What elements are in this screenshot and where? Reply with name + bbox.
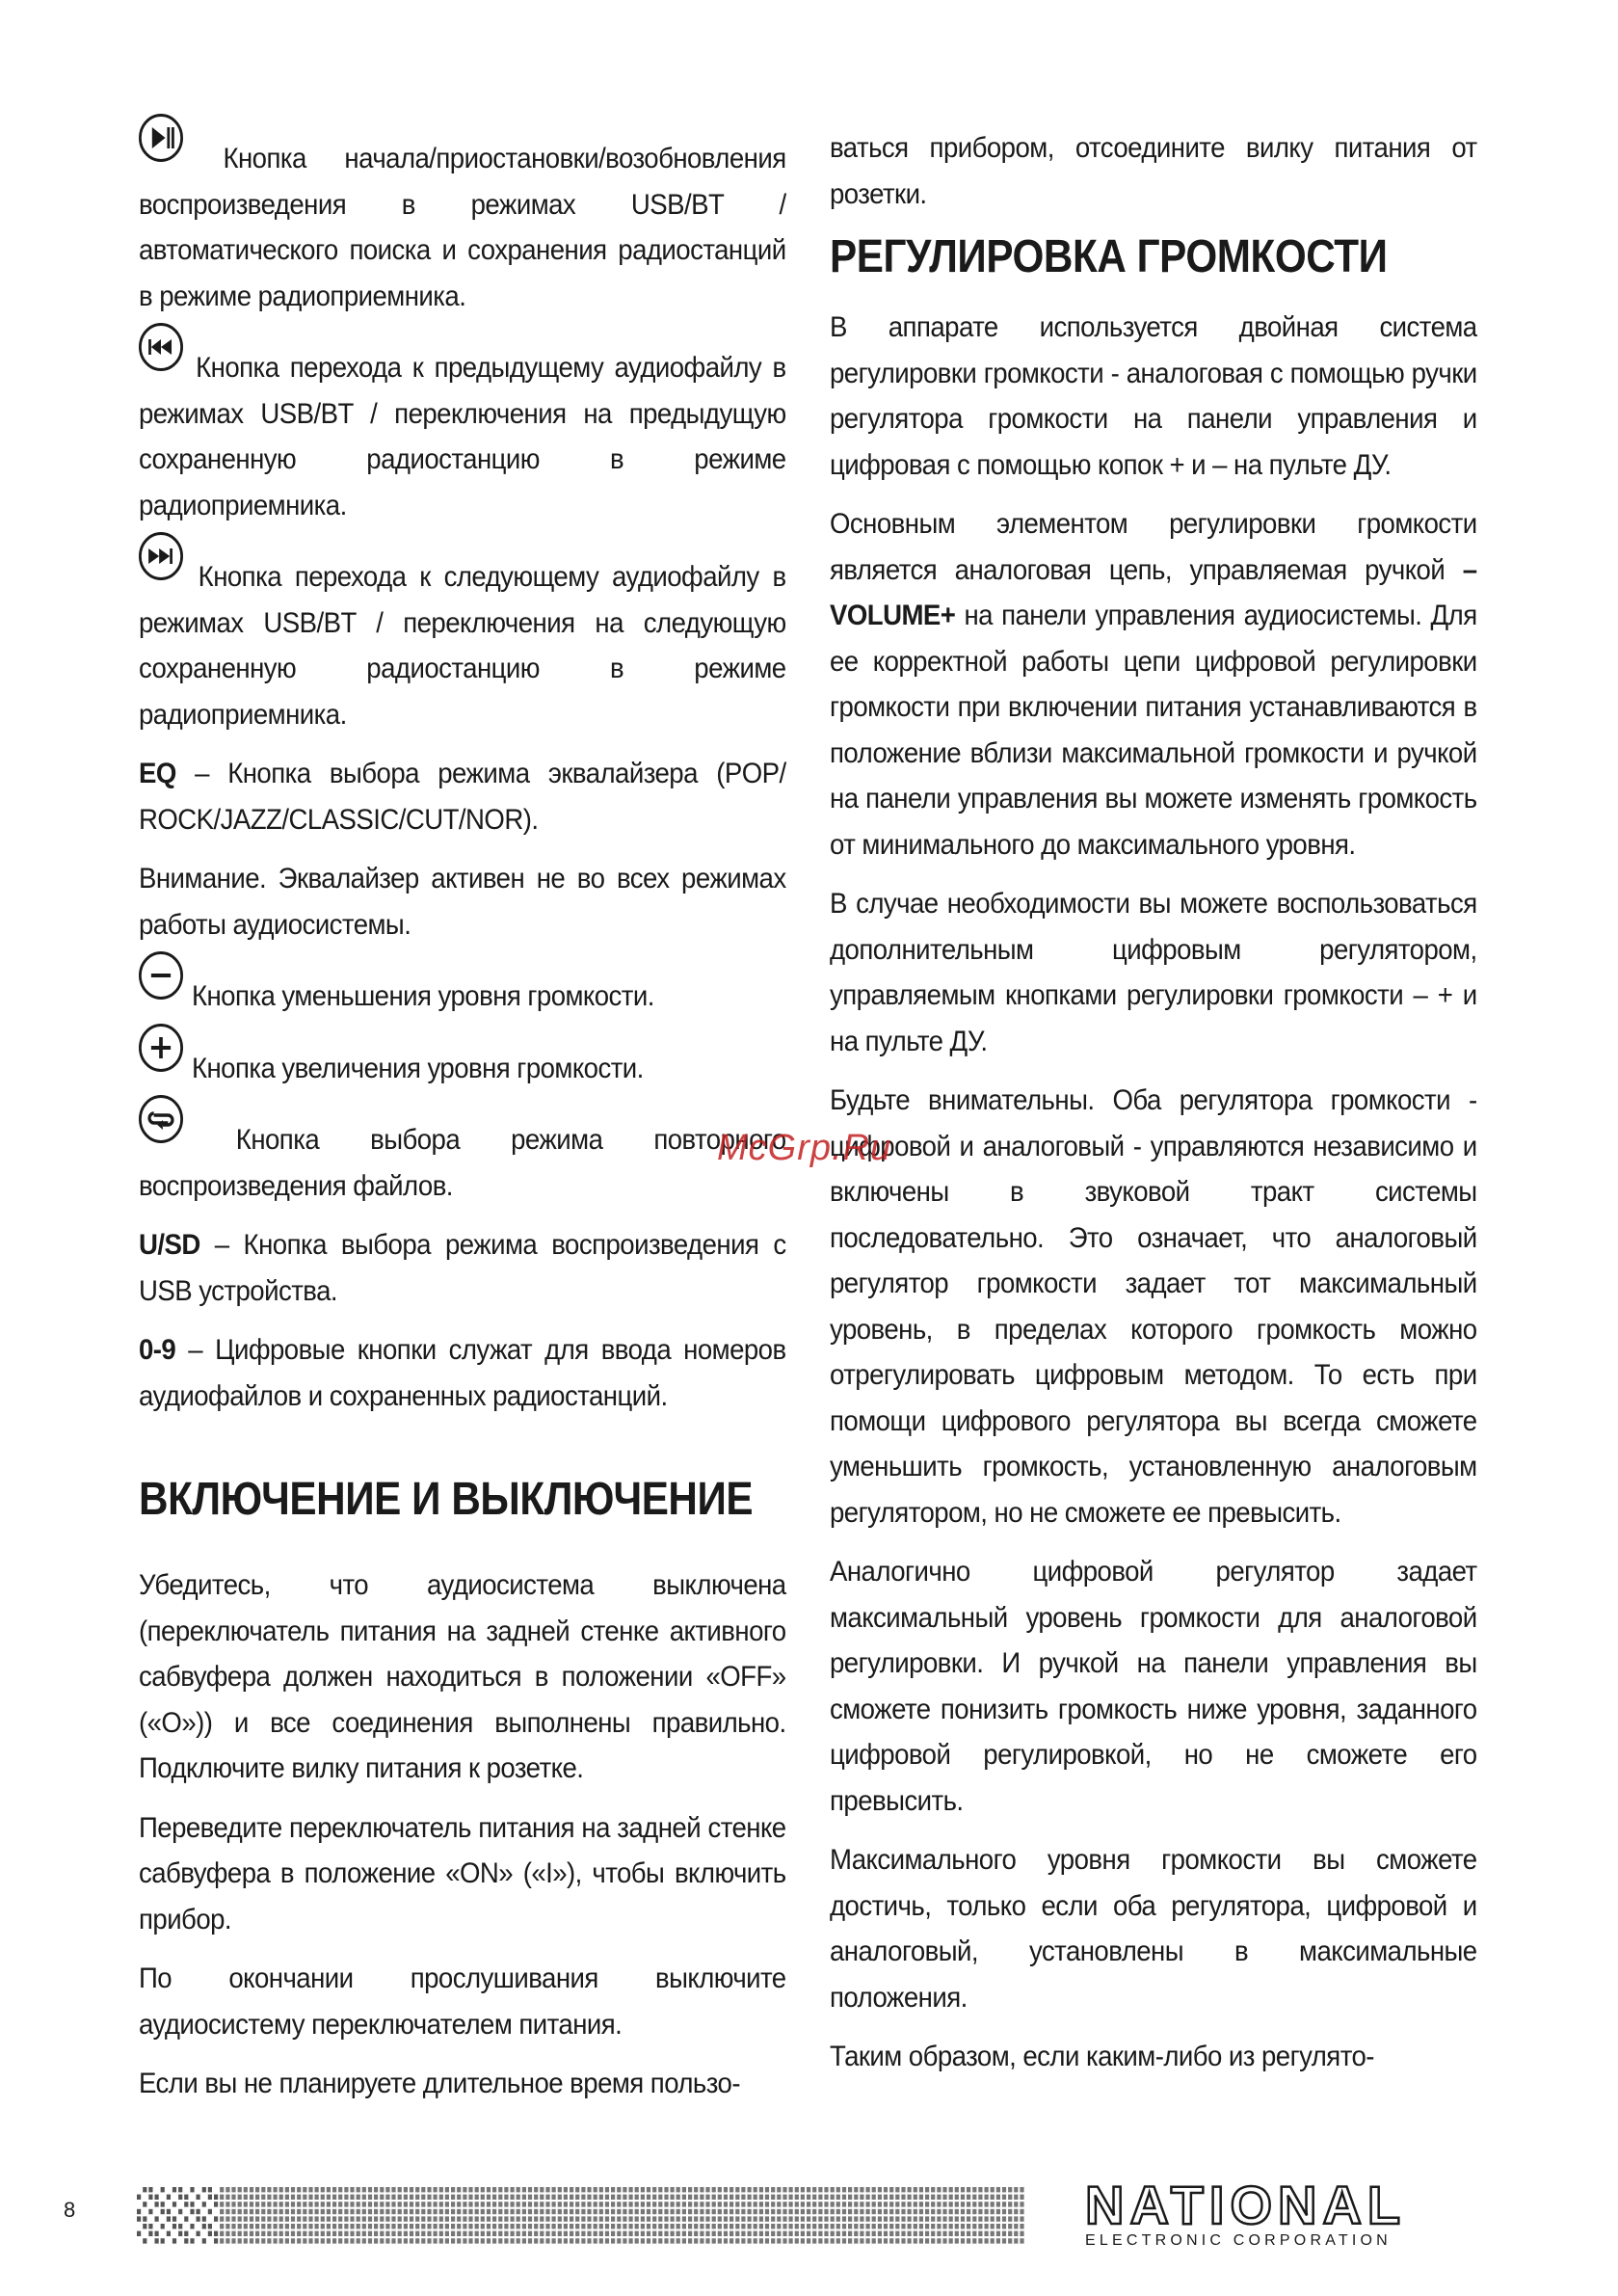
watermark: McGrp.Ru [717,1128,892,1168]
minus-paragraph: Кнопка уменьшения уровня громкости. [139,961,786,1020]
next-track-icon [139,532,183,580]
volume-paragraph-2: Основным элементом регулировки громкости является аналоговая цепь, управляемая ручкой –VOLUME+ на панели управления аудиосистемы. Для ее корректной работы цепи цифровой регулировки громкости при включении питания устанавливаются в положение вблизи максимальной громкости и ручкой на панели управления вы можете изменять громкость от минимального до максимального уровня. [830,508,1477,861]
right-column [830,125,1477,2094]
brand-logo [1085,2175,1478,2249]
power-paragraph-2: Переведите переключатель питания на задней стенке сабвуфера в положение «ON» («I»), чтобы включить прибор. [139,1811,786,1936]
volume-paragraph-5: Аналогично цифровой регулятор задает максимальный уровень громкости для аналоговой регулировки. И ручкой на панели управления вы сможете понизить громкость ниже уровня, заданного цифровой регулировкой, но не сможете его превысить. [830,1556,1477,1817]
volume-heading: РЕГУЛИРОВКА ГРОМКОСТИ [830,231,1388,282]
plus-paragraph: Кнопка увеличения уровня громкости. [139,1033,786,1092]
previous-track-icon [139,323,183,371]
power-paragraph-3: По окончании прослушивания выключите аудиосистему переключателем питания. [139,1962,786,2041]
left-column [139,123,786,2121]
digits-paragraph: 0-9 – Цифровые кнопки служат для ввода номеров аудиофайлов и сохраненных радиостанций. [139,1334,786,1412]
volume-paragraph-3: В случае необходимости вы можете воспользоваться дополнительным цифровым регулятором, управляемым кнопками регулировки громкости – + и на пульте ДУ. [830,888,1477,1057]
page-number: 8 [64,2198,76,2222]
plus-icon [139,1024,183,1072]
play-pause-icon [139,114,183,162]
minus-icon [139,951,183,1000]
power-paragraph-4: Если вы не планируете длительное время пользо- [139,2068,740,2099]
volume-paragraph-1: В аппарате используется двойная система регулировки громкости - аналоговая с помощью ручки регулятора громкости на панели управления и цифровая с помощью копок + и – на пульте ДУ. [830,311,1477,481]
eq-paragraph: EQ – Кнопка выбора режима эквалайзера (POP/ ROCK/JAZZ/CLASSIC/CUT/NOR). [139,758,786,836]
brand-name: NATIONAL [1085,2175,1407,2235]
repeat-paragraph: Кнопка выбора режима повторного воспроизведения файлов. [139,1105,786,1209]
continuation-paragraph: ваться прибором, отсоедините вилку питания от розетки. [830,132,1477,210]
repeat-icon [139,1095,183,1143]
power-paragraph-1: Убедитесь, что аудиосистема выключена (переключатель питания на задней стенке активного сабвуфера должен находиться в положении «OFF» («O»)) и все соединения выполнены правильно. Подключите вилку питания к розетке. [139,1569,786,1784]
volume-paragraph-6: Максимального уровня громкости вы сможете достичь, только если оба регулятора, цифровой и аналоговый, установлены в максимальные положения. [830,1844,1477,2014]
usd-paragraph: U/SD – Кнопка выбора режима воспроизведения с USB устройства. [139,1229,786,1307]
previous-paragraph: Кнопка перехода к предыдущему аудиофайлу в режимах USB/BT / переключения на предыдущую сохраненную радиостанцию в режиме радиоприемника. [139,333,786,528]
volume-paragraph-4: Будьте внимательны. Оба регулятора громкости - цифровой и аналоговый - управляются независимо и включены в звуковой тракт системы последовательно. Это означает, что аналоговый регулятор громкости задает тот максимальный уровень, в пределах которого громкость можно отрегулировать цифровым методом. То есть при помощи цифрового регулятора вы всегда сможете уменьшить громкость, установленную аналоговым регулятором, но не сможете ее превысить. [830,1084,1477,1529]
power-heading: ВКЛЮЧЕНИЕ И ВЫКЛЮЧЕНИЕ [139,1474,754,1525]
play-pause-paragraph: Кнопка начала/приостановки/возобновления воспроизведения в режимах USB/BT / автоматического поиска и сохранения радиостанций в режиме радиоприемника. [139,123,786,319]
volume-paragraph-7: Таким образом, если каким-либо из регулято- [830,2041,1374,2072]
next-paragraph: Кнопка перехода к следующему аудиофайлу в режимах USB/BT / переключения на следующую сохраненную радиостанцию в режиме радиоприемника. [139,542,786,737]
footer-dot-pattern [137,2186,1027,2246]
brand-subtitle: ELECTRONIC CORPORATION [1085,2232,1392,2249]
eq-note: Внимание. Эквалайзер активен не во всех режимах работы аудиосистемы. [139,863,786,941]
